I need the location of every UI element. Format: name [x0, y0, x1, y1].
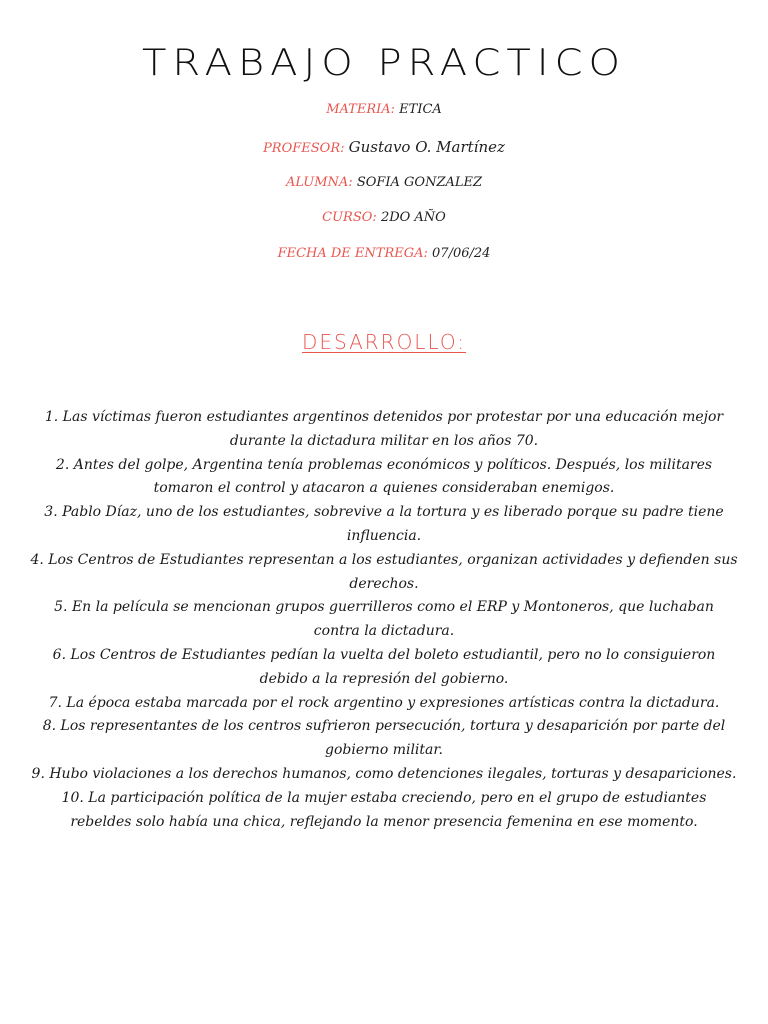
- meta-course-label: CURSO:: [322, 210, 377, 225]
- list-item: 3. Pablo Díaz, uno de los estudiantes, sobrevive a la tortura y es liberado porque su padre tiene influencia.: [44, 504, 724, 544]
- list-item: 5. En la película se mencionan grupos guerrilleros como el ERP y Montoneros, que luchaban contra la dictadura.: [54, 599, 714, 640]
- meta-due-date: [0, 246, 768, 261]
- meta-due-date-value: 07/06/24: [432, 246, 491, 261]
- document-title: TRABAJO PRACTICO: [141, 41, 627, 85]
- meta-course: [0, 210, 768, 225]
- list-item: 8. Los representantes de los centros sufrieron persecución, tortura y desaparición por parte del gobierno militar.: [42, 718, 726, 759]
- list-item: 9. Hubo violaciones a los derechos humanos, como detenciones ilegales, torturas y desapariciones.: [31, 765, 737, 782]
- list-item: 2. Antes del golpe, Argentina tenía problemas económicos y políticos. Después, los militares tomaron el control y atacaron a quienes consideraban enemigos.: [55, 456, 713, 497]
- meta-subject-value: ETICA: [399, 102, 442, 117]
- meta-due-date-label: FECHA DE ENTREGA:: [277, 246, 428, 261]
- meta-subject: [0, 102, 768, 117]
- answers-list: [30, 406, 738, 834]
- meta-student-label: ALUMNA:: [285, 175, 353, 190]
- meta-student-value: SOFIA GONZALEZ: [356, 175, 483, 190]
- list-item: 1. Las víctimas fueron estudiantes argentinos detenidos por protestar por una educación mejor durante la dictadura militar en los años 70.: [44, 409, 724, 449]
- meta-teacher-value: Gustavo O. Martínez: [348, 138, 505, 156]
- section-heading: DESARROLLO:: [301, 330, 467, 354]
- list-item: 4. Los Centros de Estudiantes representan a los estudiantes, organizan actividades y defienden sus derechos.: [30, 551, 738, 592]
- list-item: 6. Los Centros de Estudiantes pedían la vuelta del boleto estudiantil, pero no lo consiguieron debido a la represión del gobierno.: [52, 646, 716, 687]
- meta-subject-label: MATERIA:: [326, 102, 396, 117]
- meta-course-value: 2DO AÑO: [380, 210, 446, 225]
- meta-teacher-label: PROFESOR:: [263, 141, 345, 156]
- meta-student: [0, 175, 768, 190]
- list-item: 7. La época estaba marcada por el rock argentino y expresiones artísticas contra la dictadura.: [48, 694, 720, 711]
- meta-teacher: [0, 138, 768, 156]
- list-item: 10. La participación política de la mujer estaba creciendo, pero en el grupo de estudiantes rebeldes solo había una chica, reflejando la menor presencia femenina en ese momento.: [61, 789, 707, 830]
